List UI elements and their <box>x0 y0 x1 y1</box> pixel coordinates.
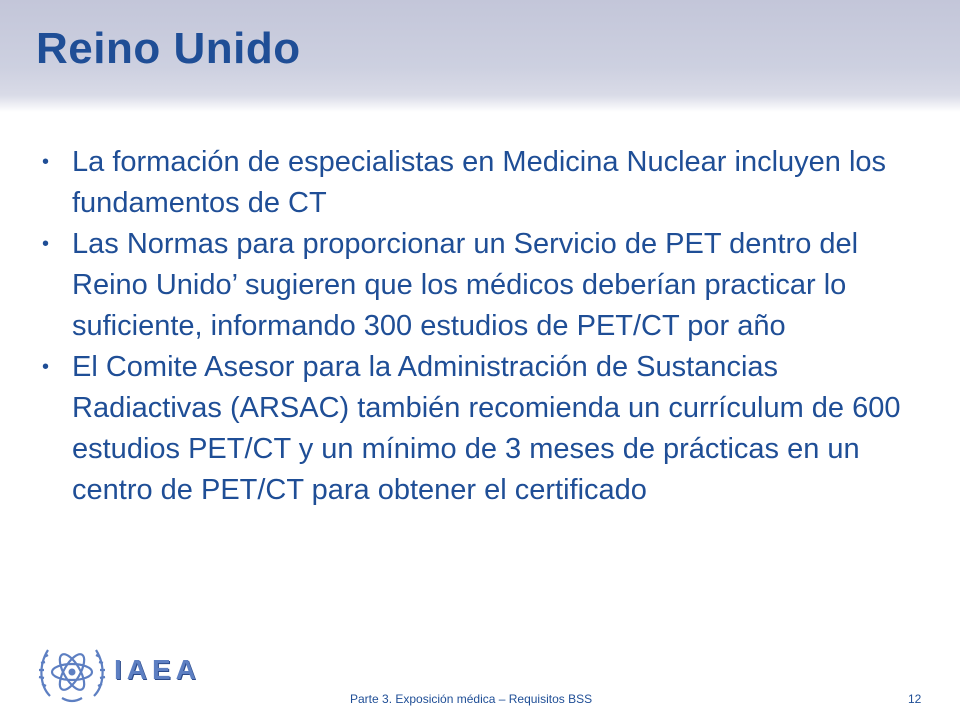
bullet-icon: • <box>42 233 50 255</box>
bullet-item <box>38 347 918 511</box>
page-number: 12 <box>908 692 922 706</box>
iaea-wordmark: IAEA <box>114 654 201 685</box>
slide-title: Reino Unido <box>36 24 301 73</box>
iaea-logo-icon <box>36 636 108 708</box>
bullet-item <box>38 142 918 224</box>
bullet-text: El Comite Asesor para la Administración de Sustancias Radiactivas (ARSAC) también recomienda un currículum de 600 estudios PET/CT y un mínimo de 3 meses de prácticas en un centro de PET/CT para obtener el certificado <box>72 351 901 506</box>
bullet-text: La formación de especialistas en Medicina Nuclear incluyen los fundamentos de CT <box>72 146 887 219</box>
bullet-icon: • <box>42 151 50 173</box>
bullet-icon: • <box>42 356 50 378</box>
bullet-item <box>38 224 918 347</box>
bullet-text: Las Normas para proporcionar un Servicio de PET dentro del Reino Unido’ sugieren que los médicos deberían practicar lo suficiente, informando 300 estudios de PET/CT por año <box>72 228 859 342</box>
bullet-list <box>38 142 918 511</box>
footer-caption: Parte 3. Exposición médica – Requisitos BSS <box>350 692 593 706</box>
